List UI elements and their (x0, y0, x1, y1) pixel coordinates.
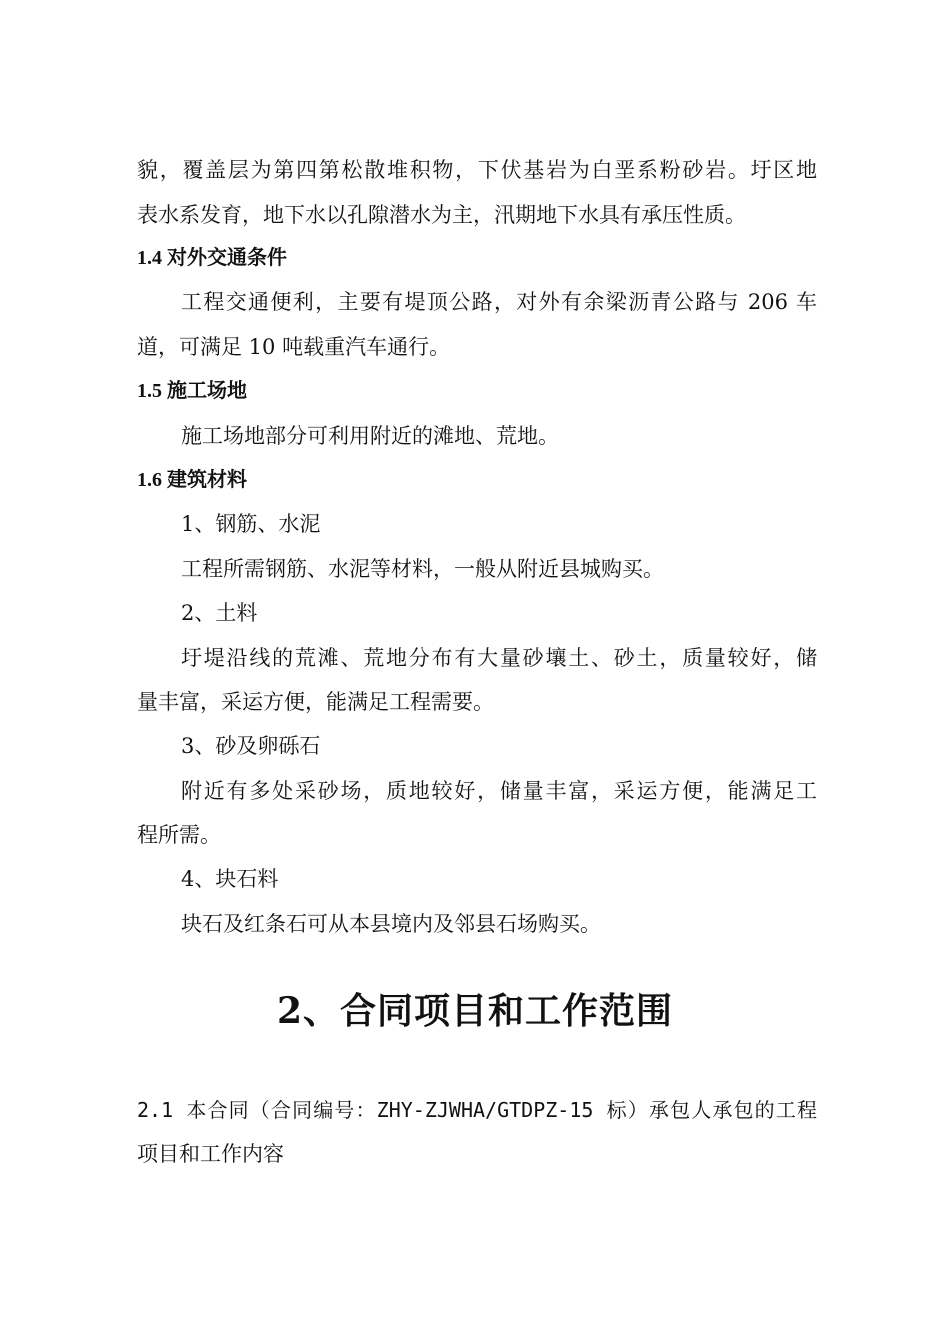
paragraph-line: 道，可满足 10 吨载重汽车通行。 (137, 335, 451, 359)
section-number: 1.4 (137, 247, 162, 269)
paragraph-line: 附近有多处采砂场，质地较好，储量丰富，采运方便，能满足工 (181, 779, 817, 803)
paragraph-line: 项目和工作内容 (137, 1142, 284, 1166)
paragraph-line: 施工场地部分可利用附近的滩地、荒地。 (181, 424, 559, 448)
paragraph-line: 工程所需钢筋、水泥等材料，一般从附近县城购买。 (181, 557, 664, 581)
list-item-title: 3、砂及卵砾石 (181, 734, 321, 758)
paragraph-line: 块石及红条石可从本县境内及邻县石场购买。 (181, 912, 601, 936)
section-title: 施工场地 (167, 380, 247, 402)
section-title: 对外交通条件 (167, 247, 287, 269)
paragraph-line: 貌，覆盖层为第四第松散堆积物，下伏基岩为白垩系粉砂岩。圩区地 (137, 158, 817, 182)
section-heading-1-6 (137, 465, 817, 495)
list-item-title: 1、钢筋、水泥 (181, 512, 321, 536)
paragraph-line: 圩堤沿线的荒滩、荒地分布有大量砂壤土、砂土，质量较好，储 (181, 646, 817, 670)
list-item-title: 4、块石料 (181, 867, 279, 891)
section-2-1-line: 2.1 本合同（合同编号：ZHY-ZJWHA/GTDPZ-15 标）承包人承包的工程 (137, 1098, 817, 1122)
section-title: 建筑材料 (167, 469, 247, 491)
section-heading-1-4 (137, 243, 817, 273)
section-number: 1.6 (137, 469, 162, 491)
paragraph-line: 表水系发育，地下水以孔隙潜水为主，汛期地下水具有承压性质。 (137, 203, 746, 227)
paragraph-line: 程所需。 (137, 823, 221, 847)
paragraph-line: 量丰富，采运方便，能满足工程需要。 (137, 690, 494, 714)
paragraph-line: 工程交通便利，主要有堤顶公路，对外有余梁沥青公路与 206 车 (181, 290, 817, 314)
section-number: 1.5 (137, 380, 162, 402)
chapter-title: 2、合同项目和工作范围 (276, 990, 674, 1032)
list-item-title: 2、土料 (181, 601, 258, 625)
section-heading-1-5 (137, 376, 817, 406)
